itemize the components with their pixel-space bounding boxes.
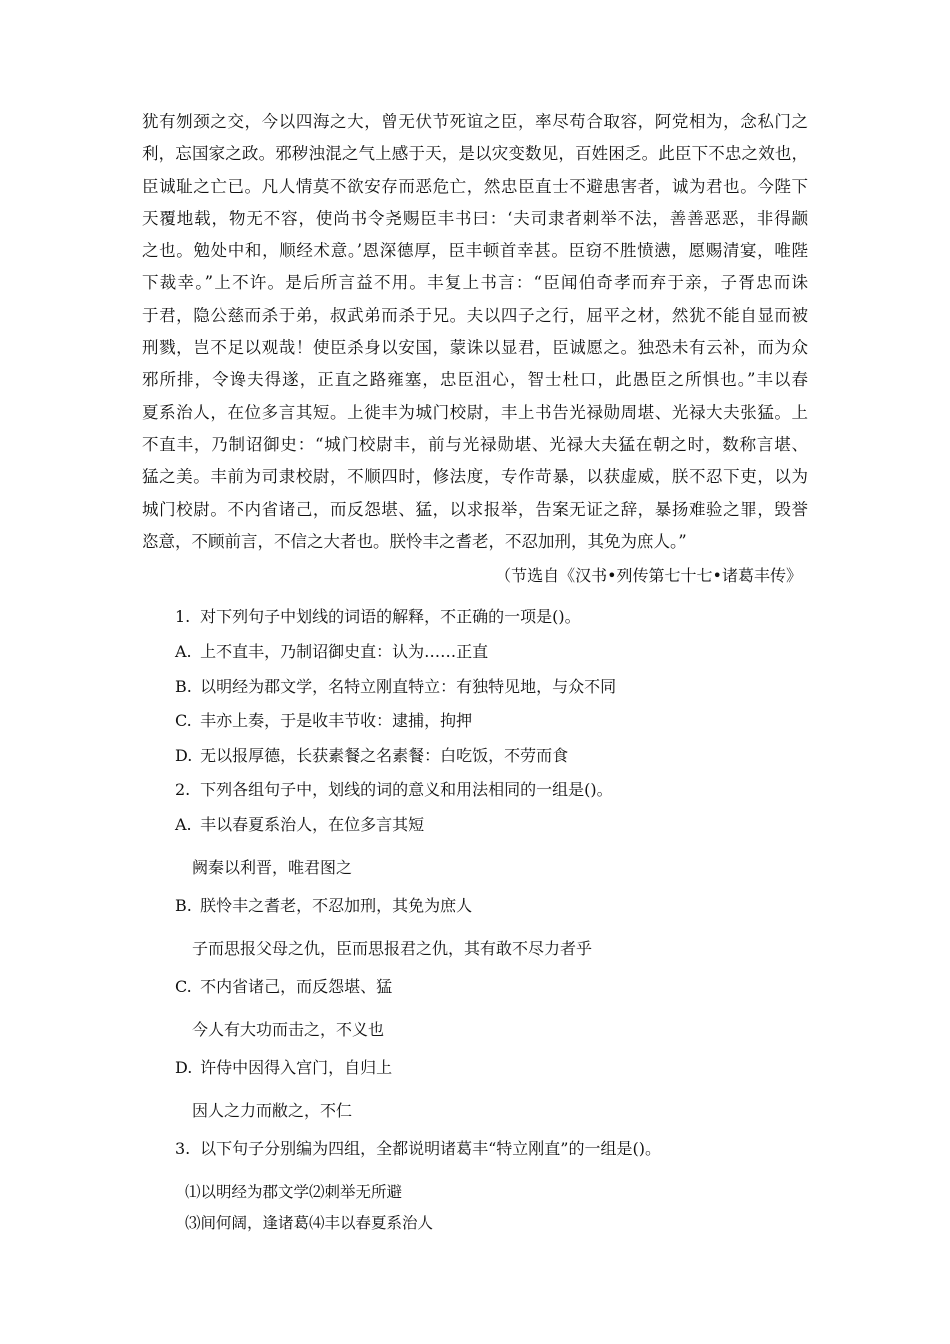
passage-source: （节选自《汉书•列传第七十七•诸葛丰传》	[495, 566, 802, 585]
option-text: 以明经为郡文学，名特立刚直特立：有独特见地，与众不同	[200, 677, 617, 696]
q3-items-line-2: ⑶间何阔，逢诸葛⑷丰以春夏系治人	[185, 1214, 434, 1232]
option-label: A.	[175, 642, 192, 661]
passage-line: 犹有刎颈之交，今以四海之大，曾无伏节死谊之臣，率尽苟合取容，阿党相为，念私门之	[142, 112, 808, 131]
passage-line: 猛之美。丰前为司隶校尉，不顺四时，修法度，专作苛暴，以获虚威，朕不忍下吏，以为	[142, 467, 808, 487]
question-number: 2.	[175, 780, 191, 799]
passage-line: 天覆地载，物无不容，使尚书令尧赐臣丰书曰：‘夫司隶者刺举不法，善善恶恶，非得颛	[142, 208, 808, 228]
q2-option-a	[175, 812, 424, 835]
q2-option-d-sentence: 因人之力而敝之，不仁	[192, 1101, 353, 1120]
passage-line: 下裁幸。”上不许。是后所言益不用。丰复上书言：“臣闻伯奇孝而弃于亲，子胥忠而诛	[142, 273, 808, 293]
q2-option-c	[175, 974, 392, 997]
q1-option-c	[175, 708, 472, 731]
option-text: 丰以春夏系治人，在位多言其短	[200, 815, 425, 834]
passage-line: 臣诚耻之亡已。凡人情莫不欲安存而恶危亡，然忠臣直士不避患害者，诚为君也。今陛下	[142, 176, 808, 196]
option-text: 无以报厚德，长获素餐之名素餐：白吃饭，不劳而食	[200, 746, 569, 765]
option-text: 朕怜丰之耆老，不忍加刑，其免为庶人	[200, 896, 473, 915]
passage-line: 城门校尉。不内省诸己，而反怨堪、猛，以求报举，告案无证之辞，暴扬难验之罪，毁誉	[142, 499, 808, 519]
passage-line: 邪所排，令谗夫得遂，正直之路雍塞，忠臣沮心，智士杜口，此愚臣之所惧也。”丰以春	[142, 370, 808, 390]
question-stem: 下列各组句子中，划线的词的意义和用法相同的一组是()。	[200, 780, 613, 799]
question-2	[175, 777, 613, 800]
passage-text	[142, 106, 808, 558]
option-label: B.	[175, 896, 192, 915]
question-stem: 以下句子分别编为四组，全都说明诸葛丰“特立刚直”的一组是()。	[200, 1139, 661, 1158]
q3-items-line-1: ⑴以明经为郡文学⑵刺举无所避	[185, 1183, 403, 1201]
passage-line: 刑戮，岂不足以观哉！使臣杀身以安国，蒙诛以显君，臣诚愿之。独恐未有云补，而为众	[142, 338, 808, 358]
q2-option-c-sentence: 今人有大功而击之，不义也	[192, 1020, 385, 1039]
option-text: 丰亦上奏，于是收丰节收：逮捕，拘押	[200, 711, 473, 730]
passage-line: 利，忘国家之政。邪秽浊混之气上感于天，是以灾变数见，百姓困乏。此臣下不忠之效也，	[142, 144, 808, 164]
passage-line: 不直丰，乃制诏御史：“城门校尉丰，前与光禄勋堪、光禄大夫猛在朝之时，数称言堪、	[142, 434, 808, 454]
passage-line: 于君，隐公慈而杀于弟，叔武弟而杀于兄。夫以四子之行，屈平之材，然犹不能自显而被	[142, 305, 808, 325]
q1-option-a	[175, 639, 488, 662]
passage-line: 之也。勉处中和，顺经术意。’恩深德厚，臣丰顿首幸甚。臣窃不胜愤懑，愿赐清宴，唯陛	[142, 241, 808, 261]
question-number: 3.	[175, 1139, 191, 1158]
option-label: C.	[175, 977, 192, 996]
q2-option-d	[175, 1055, 392, 1078]
option-label: D.	[175, 1058, 193, 1077]
question-stem: 对下列句子中划线的词语的解释，不正确的一项是()。	[200, 607, 581, 626]
option-text: 不内省诸己，而反怨堪、猛	[200, 977, 393, 996]
question-1	[175, 604, 581, 627]
option-label: A.	[175, 815, 192, 834]
q1-option-d	[175, 743, 568, 766]
question-number: 1.	[175, 607, 191, 626]
passage-line: 恣意，不顾前言，不信之大者也。朕怜丰之耆老，不忍加刑，其免为庶人。”	[142, 531, 687, 551]
passage-line: 夏系治人，在位多言其短。上徙丰为城门校尉，丰上书告光禄勋周堪、光禄大夫张猛。上	[142, 402, 808, 422]
option-label: D.	[175, 746, 193, 765]
option-label: C.	[175, 711, 192, 730]
q1-option-b	[175, 674, 616, 697]
q2-option-a-sentence: 阙秦以利晋，唯君图之	[192, 858, 353, 877]
question-3	[175, 1136, 661, 1159]
q2-option-b-sentence: 子而思报父母之仇，臣而思报君之仇，其有敢不尽力者乎	[192, 939, 593, 958]
q2-option-b	[175, 893, 472, 916]
option-text: 许侍中因得入宫门，自归上	[200, 1058, 393, 1077]
option-label: B.	[175, 677, 192, 696]
option-text: 上不直丰，乃制诏御史直：认为……正直	[200, 642, 489, 661]
